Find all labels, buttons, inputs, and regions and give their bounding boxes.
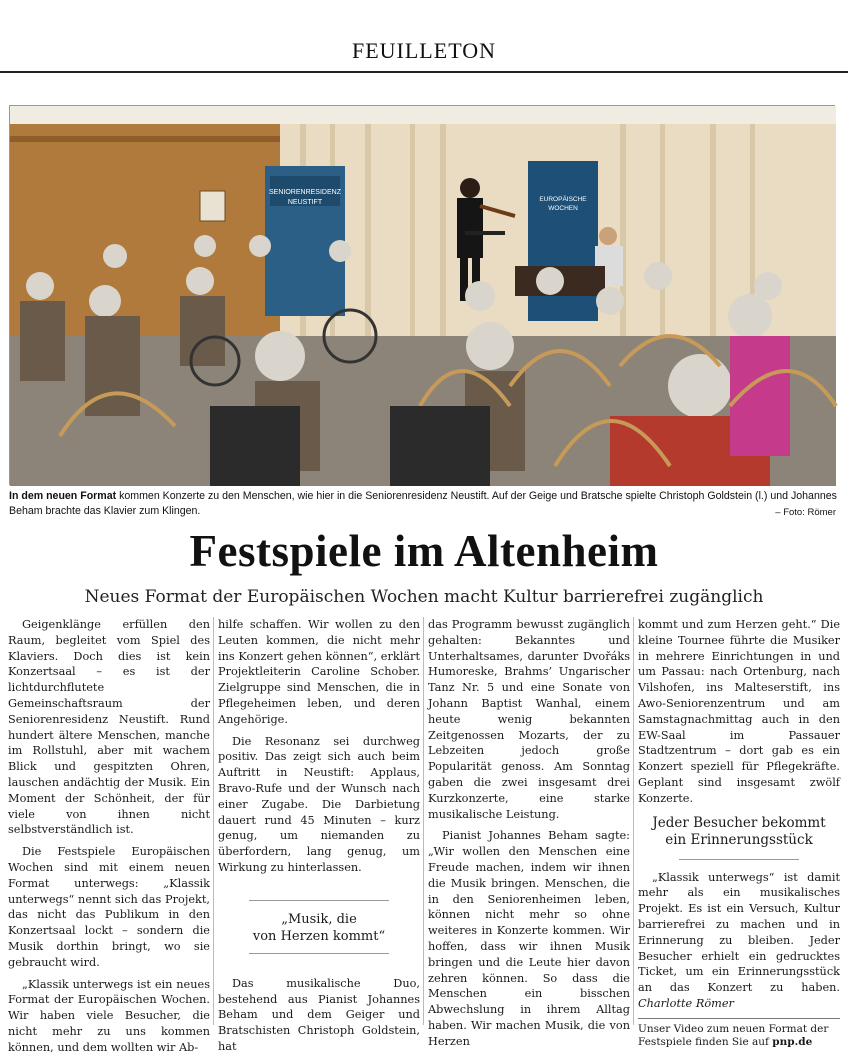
- intertitle-rule: [679, 859, 799, 860]
- intertitle-line2: ein Erinnerungsstück: [665, 831, 813, 848]
- header-rule: [0, 71, 848, 73]
- paragraph: hilfe schaffen. Wir wollen zu den Leuten kommen, die nicht mehr ins Konzert gehen können“, erklärt Projektleiterin Caroline Schober. Zielgruppe sind Menschen, die in Pflegeheimen leben, und deren Angehörige.: [218, 618, 420, 726]
- footnote-link[interactable]: pnp.de: [772, 1035, 813, 1048]
- article-photo: [9, 105, 835, 485]
- column-1: [8, 617, 210, 1062]
- intertitle: [638, 815, 840, 860]
- column-2: [218, 617, 420, 1061]
- column-divider: [633, 617, 634, 1025]
- caption-lead: In dem neuen Format: [9, 490, 117, 502]
- paragraph: das Programm bewusst zugänglich gehalten: Bekanntes und Unterhaltsames, darunter Dvořáks Humoreske, Brahms’ Ungarischer Tanz Nr. 5 und eine Sonate von Johann Baptist Wanhal, einem heute wenig bekannten Zeitgenossen Mozarts, der zu Lebzeiten jedoch große Popularität genoss. Am Sonntag gaben die zwei insgesamt drei Kurzkonzerte, eine starke musikalische Leistung.: [428, 618, 630, 821]
- footnote: [638, 1023, 840, 1049]
- intertitle-line1: Jeder Besucher bekommt: [652, 814, 826, 831]
- column-3: [428, 617, 630, 1056]
- paragraph: Die Festspiele Europäischen Wochen sind mit einem neuen Format unterwegs: „Klassik unterwegs“ nennt sich das Projekt, das nicht das Publikum in den Konzertsaal lockt – sondern die Musik dorthin bringt, wo sie gebraucht wird.: [8, 845, 210, 969]
- column-divider: [213, 617, 214, 1025]
- paragraph: „Klassik unterwegs ist ein neues Format der Europäischen Wochen. Wir haben viele Besucher, die nicht mehr zu uns kommen können, und dem wollten wir Ab-: [8, 977, 210, 1054]
- section-title: FEUILLETON: [351, 38, 497, 63]
- concert-photo-illustration: [10, 106, 836, 486]
- pull-quote: [218, 890, 420, 962]
- paragraph: Die Resonanz sei durchweg positiv. Das zeigt sich auch beim Auftritt in Neustift: Applaus, Bravo-Rufe und der Wunsch nach einer Zugabe. Die Darbietung dauert rund 45 Minuten – kurz genug, um niemanden zu überfordern, lang genug, um Wirkung zu hinterlassen.: [218, 734, 420, 874]
- paragraph: Das musikalische Duo, bestehend aus Pianist Johannes Beham und dem Geiger und Bratschisten Christoph Goldstein, hat: [218, 976, 420, 1053]
- headline: Festspiele im Altenheim: [189, 526, 659, 576]
- paragraph: kommt und zum Herzen geht.“ Die kleine Tournee führte die Musiker in mehrere Einrichtungen in und um Passau: nach Ortenburg, nach Vilshofen, ins Malteserstift, ins Awo-Seniorenzentrum und am Samstagnachmittag auch in den EW-Saal im Passauer Stadtzentrum – dort gab es ein Konzert speziell für Pflegekräfte. Geplant sind insgesamt zwölf Konzerte.: [638, 618, 840, 805]
- photo-credit: – Foto: Römer: [775, 507, 836, 518]
- banner-left-line2: NEUSTIFT: [287, 199, 323, 206]
- subheadline: Neues Format der Europäischen Wochen macht Kultur barrierefrei zugänglich: [84, 587, 764, 607]
- pull-quote-rule: [249, 900, 389, 901]
- column-4: [638, 617, 840, 1049]
- caption-text: kommen Konzerte zu den Menschen, wie hier in die Seniorenresidenz Neustift. Auf der Geige und Bratsche spielte Christoph Goldstein (l.) und Johannes Beham brachte das Klavier zum Klingen.: [9, 490, 837, 517]
- paragraph: Geigenklänge erfüllen den Raum, begleitet vom Spiel des Klaviers. Doch dies ist kein Konzertsaal – es ist der lichtdurchflutete Gemeinschaftsraum der Seniorenresidenz Neustift. Rund hundert ältere Menschen, manche im Rollstuhl, aber mit wachem Blick und gespitzten Ohren, lauschen andächtig der Musik. Ein Moment der Schönheit, der für viele von ihnen nicht selbstverständlich ist.: [8, 618, 210, 837]
- banner-left-line1: SENIORENRESIDENZ: [269, 189, 341, 196]
- banner-right-line2: WOCHEN: [548, 205, 578, 212]
- pull-quote-line2: von Herzen kommt“: [252, 928, 386, 944]
- paragraph: [638, 870, 840, 1012]
- banner-right-line1: EUROPÄISCHE: [539, 196, 587, 203]
- paragraph: Pianist Johannes Beham sagte: „Wir wollen den Menschen eine Freude machen, indem wir ihnen die Musik bringen. Menschen, die in den Seniorenheimen leben, können nicht mehr so ohne weiteres in Konzerte kommen. Wir hoffen, dass wir ihnen Musik bringen und die Leute hier davon zehren können. So dass die Menschen ein bisschen Abwechslung in ihrem Alltag haben. Wir machen Musik, die von Herzen: [428, 829, 630, 1048]
- pull-quote-line1: „Musik, die: [281, 911, 357, 927]
- column-divider: [423, 617, 424, 1025]
- closing-text: „Klassik unterwegs“ ist damit mehr als ein musikalisches Projekt. Es ist ein Versuch, Kultur barrierefrei zu machen und in Erinnerung zu bleiben. Jeder Besucher erhielt ein gedrucktes Ticket, um ein Erinnerungsstück an das Konzert zu haben.: [638, 870, 840, 995]
- pull-quote-rule: [249, 953, 389, 954]
- footnote-text: Unser Video zum neuen Format der Festspiele finden Sie auf: [638, 1022, 829, 1048]
- photo-caption: [9, 489, 837, 519]
- author-name: Charlotte Römer: [638, 996, 734, 1010]
